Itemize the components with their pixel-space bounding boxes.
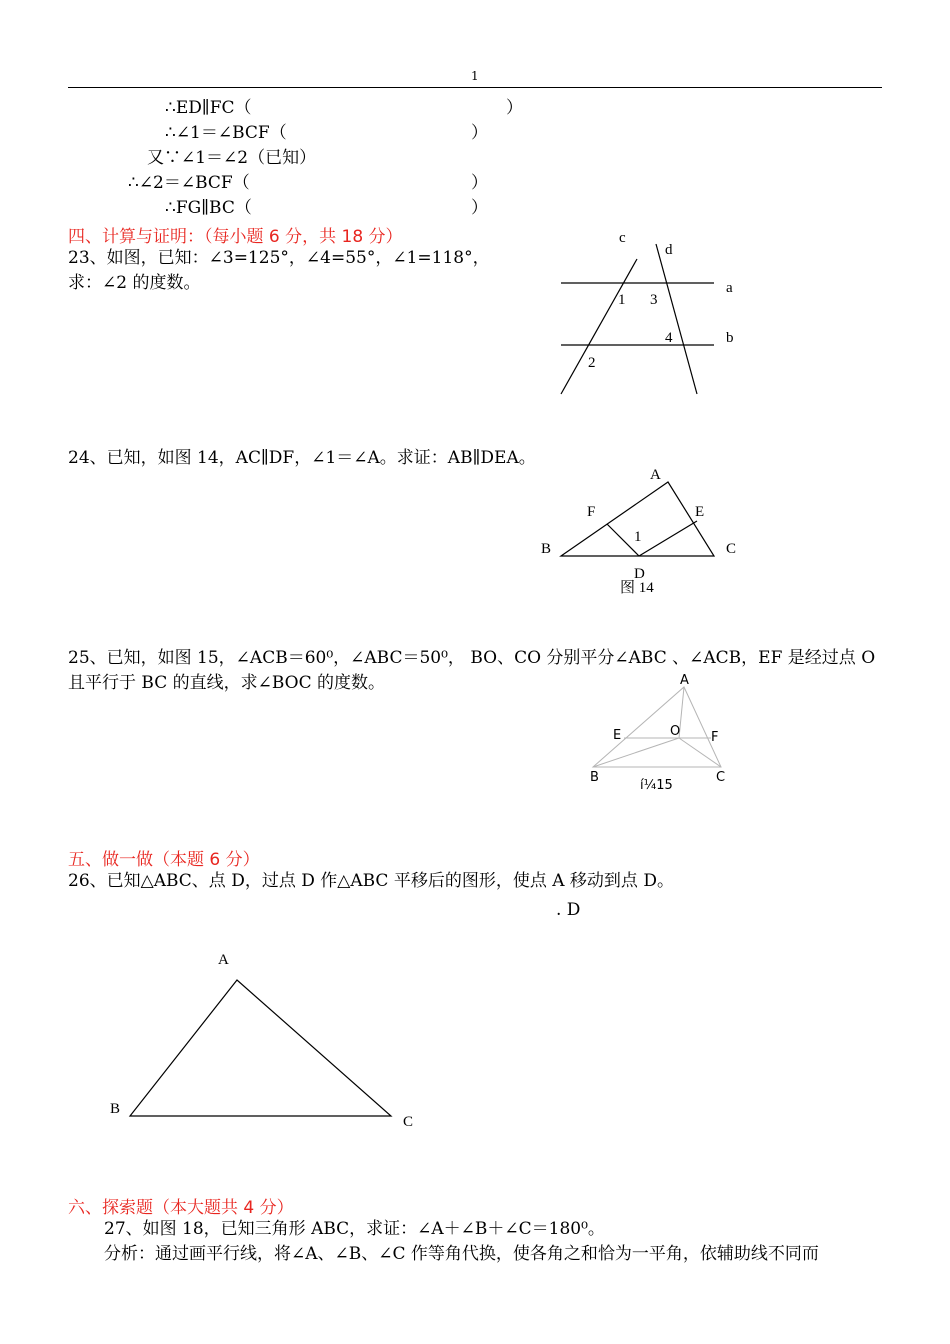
label-b: B [110, 1101, 121, 1117]
question-25-line-2: 且平行于 BC 的直线，求∠BOC 的度数。 [68, 673, 386, 693]
proof-line-1-close: ） [506, 98, 523, 118]
label-f: F [711, 730, 719, 745]
label-b: b [726, 330, 734, 346]
label-angle-4: 4 [665, 330, 673, 346]
label-a: a [726, 280, 733, 296]
label-d: d [665, 242, 673, 258]
label-a: A [680, 673, 689, 688]
label-b: B [541, 541, 552, 557]
page-number: 1 [471, 69, 479, 83]
question-25-line-1: 25、已知，如图 15，∠ACB＝60⁰，∠ABC＝50⁰， BO、CO 分别平分∠ABC 、∠ACB，EF 是经过点 O [68, 648, 876, 668]
proof-line-2: ∴∠1＝∠BCF（ [165, 123, 287, 143]
label-angle-1: 1 [634, 529, 642, 545]
proof-line-4-close: ） [471, 173, 488, 193]
label-o: O [670, 724, 681, 739]
label-c: C [716, 770, 726, 785]
label-d: D [634, 566, 645, 582]
label-b: B [590, 770, 599, 785]
label-angle-3: 3 [650, 292, 658, 308]
proof-line-2-close: ） [471, 123, 488, 143]
section-5-title: 五、做一做（本题 6 分） [68, 850, 260, 870]
proof-line-1: ∴ED∥FC（ [165, 98, 252, 118]
label-e: E [695, 504, 705, 520]
label-a: A [218, 952, 229, 968]
question-27: 27、如图 18，已知三角形 ABC，求证：∠A＋∠B＋∠C＝180⁰。 [104, 1219, 605, 1239]
question-27-analysis: 分析：通过画平行线，将∠A、∠B、∠C 作等角代换，使各角之和恰为一平角，依辅助线不同而 [104, 1244, 819, 1264]
label-c: C [726, 541, 737, 557]
triangle-abc [130, 980, 391, 1116]
figure-14-caption: 图 14 [620, 580, 654, 596]
proof-line-5: ∴FG∥BC（ [165, 198, 252, 218]
question-24: 24、已知，如图 14，AC∥DF，∠1＝∠A。求证：AB∥DEA。 [68, 448, 536, 468]
figure-15-caption: í¼15 [640, 778, 673, 793]
question-23-line-1: 23、如图，已知：∠3=125°，∠4=55°，∠1=118°， [68, 248, 490, 268]
point-d: . D [556, 900, 581, 920]
label-c: C [403, 1114, 414, 1130]
question-26: 26、已知△ABC、点 D，过点 D 作△ABC 平移后的图形，使点 A 移动到点 D。 [68, 871, 674, 891]
proof-line-5-close: ） [471, 198, 488, 218]
proof-line-3: 又∵∠1＝∠2（已知） [147, 148, 317, 168]
section-6-title: 六、探索题（本大题共 4 分） [68, 1198, 294, 1218]
label-f: F [587, 504, 596, 520]
proof-line-4: ∴∠2＝∠BCF（ [128, 173, 250, 193]
label-a: A [650, 467, 661, 483]
label-angle-1: 1 [618, 292, 626, 308]
label-e: E [613, 728, 622, 743]
label-angle-2: 2 [588, 355, 596, 371]
label-c: c [619, 230, 626, 246]
section-4-title: 四、计算与证明：（每小题 6 分，共 18 分） [68, 227, 403, 247]
question-23-line-2: 求：∠2 的度数。 [68, 273, 201, 293]
